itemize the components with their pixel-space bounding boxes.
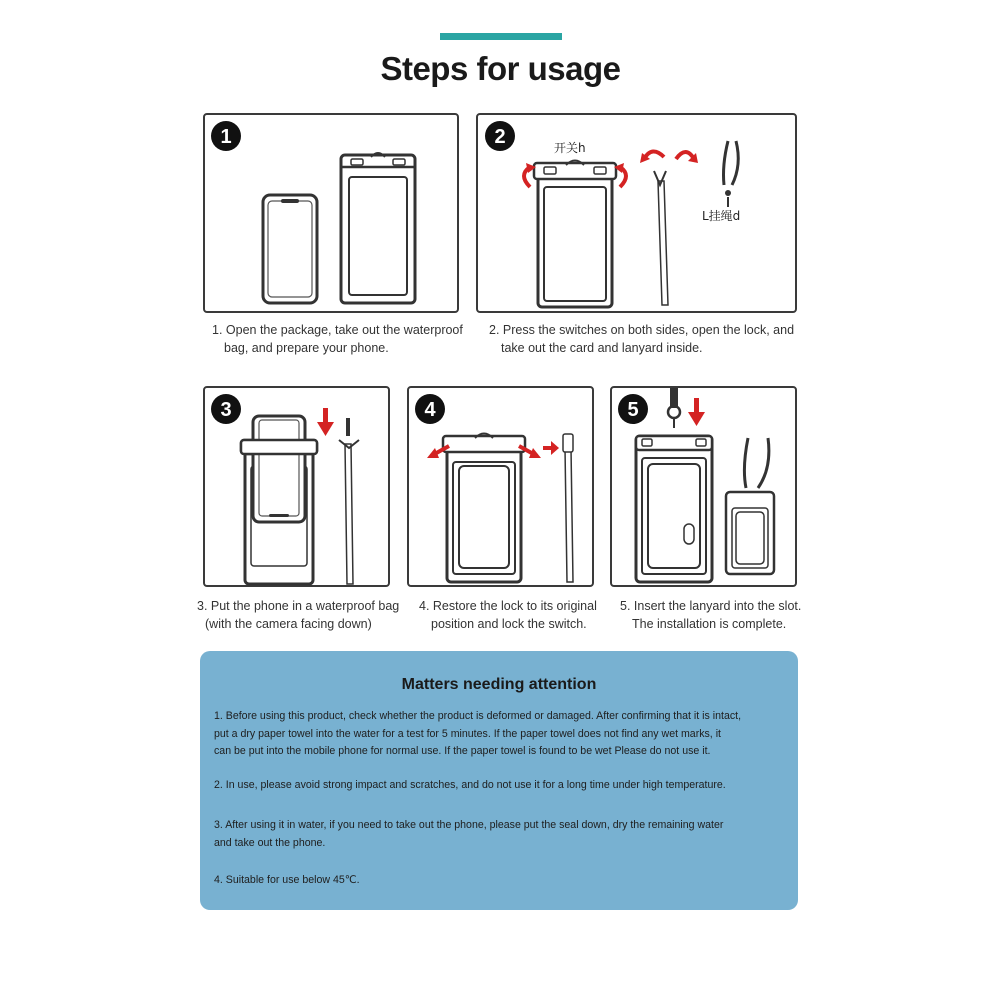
step-2-illustration (478, 115, 799, 315)
notice-item-1-line-1: 1. Before using this product, check whether the product is deformed or damaged. After confirming that it is intact, (214, 710, 742, 722)
notice-title: Matters needing attention (401, 676, 597, 693)
step-5-illustration (612, 388, 799, 589)
step-number-3: 3 (220, 399, 232, 421)
step-4-panel (407, 386, 594, 587)
step-number-4: 4 (424, 399, 436, 421)
step-4-illustration (409, 388, 596, 589)
step-5-caption (620, 597, 801, 633)
step-2-panel (476, 113, 797, 313)
step-3-caption-line-2: (with the camera facing down) (205, 617, 372, 631)
attention-notice-box (200, 651, 798, 910)
step-1-illustration (205, 115, 461, 315)
step-2-caption (489, 321, 794, 357)
step-1-caption (212, 321, 463, 357)
notice-item-3 (214, 817, 788, 852)
title-accent-bar (440, 33, 562, 40)
switch-label: 开关h (554, 141, 586, 155)
step-5-panel (610, 386, 797, 587)
step-4-caption-line-1: 4. Restore the lock to its original (419, 599, 597, 613)
notice-item-4-text: 4. Suitable for use below 45℃. (214, 874, 360, 886)
step-3-panel (203, 386, 390, 587)
notice-item-3-line-2: and take out the phone. (214, 836, 326, 849)
step-3-illustration (205, 388, 392, 589)
notice-item-1-line-2: put a dry paper towel into the water for a test for 5 minutes. If the paper towel does not find any wet marks, it (214, 727, 721, 740)
lanyard-label: L挂绳d (702, 209, 741, 223)
step-3-caption-line-1: 3. Put the phone in a waterproof bag (197, 599, 400, 613)
notice-item-3-line-1: 3. After using it in water, if you need to take out the phone, please put the seal down, dry the remaining water (214, 819, 724, 831)
step-1-caption-line-2: bag, and prepare your phone. (224, 341, 389, 355)
step-number-1: 1 (220, 126, 232, 148)
step-5-caption-line-1: 5. Insert the lanyard into the slot. (620, 599, 802, 613)
step-number-2: 2 (494, 126, 506, 148)
step-2-caption-line-1: 2. Press the switches on both sides, open the lock, and (489, 323, 795, 337)
notice-item-4 (214, 872, 788, 890)
step-1-caption-line-1: 1. Open the package, take out the waterproof (212, 323, 463, 337)
notice-item-2-text: 2. In use, please avoid strong impact and scratches, and do not use it for a long time under high temperature. (214, 779, 726, 791)
step-4-caption (419, 597, 597, 633)
notice-item-1 (214, 708, 788, 761)
step-2-caption-line-2: take out the card and lanyard inside. (501, 341, 703, 355)
step-number-5: 5 (627, 399, 639, 421)
notice-item-1-line-3: can be put into the mobile phone for normal use. If the paper towel is found to be wet Please do not use it. (214, 745, 711, 757)
step-3-caption (197, 597, 399, 633)
step-5-caption-line-2: The installation is complete. (632, 617, 787, 631)
step-4-caption-line-2: position and lock the switch. (431, 617, 587, 631)
page-title: Steps for usage (380, 50, 621, 87)
notice-item-2 (214, 777, 788, 795)
step-1-panel (203, 113, 459, 313)
